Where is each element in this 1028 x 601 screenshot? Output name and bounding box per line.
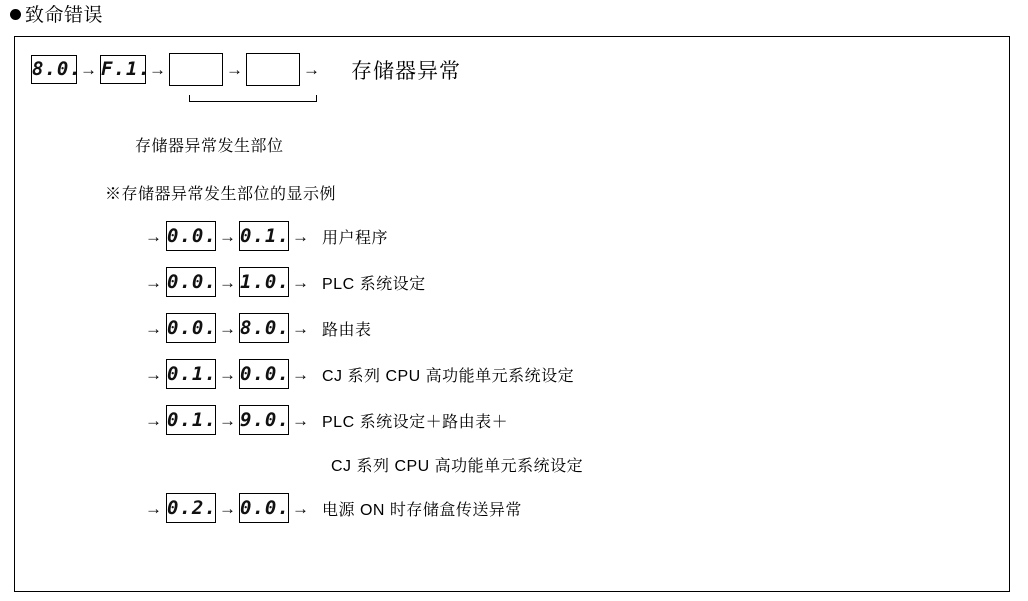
arrow-icon: →: [219, 272, 236, 292]
arrow-icon: →: [145, 364, 162, 384]
seg-display-code1: 0.0.: [166, 221, 216, 251]
arrow-icon: →: [219, 318, 236, 338]
list-item: [141, 397, 583, 443]
error-code-sequence: [31, 53, 461, 86]
example-list: [141, 213, 583, 531]
list-item-continuation: [141, 443, 583, 485]
list-item-continuation-label: CJ 系列 CPU 高功能单元系统设定: [331, 457, 584, 475]
page-title: [10, 4, 103, 28]
seg-display-code1: 0.0.: [166, 267, 216, 297]
grouping-bracket: [189, 95, 317, 102]
seg-display-code2: 9.0.: [239, 405, 289, 435]
list-item-label: 路由表: [322, 321, 372, 339]
seg-display-code2: 0.1.: [239, 221, 289, 251]
arrow-icon: →: [292, 272, 309, 292]
page-title-text: 致命错误: [25, 5, 104, 26]
list-item: [141, 305, 583, 351]
example-note: ※存储器异常发生部位的显示例: [105, 186, 337, 203]
content-box: [14, 36, 1010, 592]
seg-display-code1: 0.1.: [166, 359, 216, 389]
seg-display-code2: 0.0.: [239, 493, 289, 523]
arrow-icon: →: [145, 318, 162, 338]
list-item: [141, 213, 583, 259]
seg-display-code1: 8.0.: [31, 55, 77, 84]
arrow-icon: →: [219, 364, 236, 384]
list-item-label: 电源 ON 时存储盒传送异常: [322, 501, 522, 519]
list-item: [141, 351, 583, 397]
arrow-icon: →: [149, 60, 166, 79]
seg-display-code2: 0.0.: [239, 359, 289, 389]
list-item-label: 用户程序: [322, 229, 389, 247]
seg-display-blank2: [246, 53, 300, 86]
list-item: [141, 259, 583, 305]
error-label: 存储器异常: [351, 59, 461, 83]
list-item: [141, 485, 583, 531]
arrow-icon: →: [292, 498, 309, 518]
arrow-icon: →: [219, 498, 236, 518]
arrow-icon: →: [303, 60, 320, 79]
arrow-icon: →: [292, 226, 309, 246]
arrow-icon: →: [219, 226, 236, 246]
arrow-icon: →: [145, 272, 162, 292]
seg-display-code2: 1.0.: [239, 267, 289, 297]
list-item-label: PLC 系统设定＋路由表＋: [322, 413, 509, 431]
arrow-icon: →: [292, 410, 309, 430]
arrow-icon: →: [292, 364, 309, 384]
list-item-label: CJ 系列 CPU 高功能单元系统设定: [322, 367, 575, 385]
arrow-icon: →: [219, 410, 236, 430]
seg-display-code2: F.1.: [100, 55, 146, 84]
filled-circle-icon: [10, 9, 21, 20]
arrow-icon: →: [80, 60, 97, 79]
seg-display-code1: 0.0.: [166, 313, 216, 343]
seg-display-blank1: [169, 53, 223, 86]
arrow-icon: →: [145, 498, 162, 518]
arrow-icon: →: [145, 226, 162, 246]
location-caption: 存储器异常发生部位: [135, 138, 284, 155]
seg-display-code2: 8.0.: [239, 313, 289, 343]
arrow-icon: →: [226, 60, 243, 79]
arrow-icon: →: [292, 318, 309, 338]
arrow-icon: →: [145, 410, 162, 430]
seg-display-code1: 0.2.: [166, 493, 216, 523]
list-item-label: PLC 系统设定: [322, 275, 426, 293]
seg-display-code1: 0.1.: [166, 405, 216, 435]
